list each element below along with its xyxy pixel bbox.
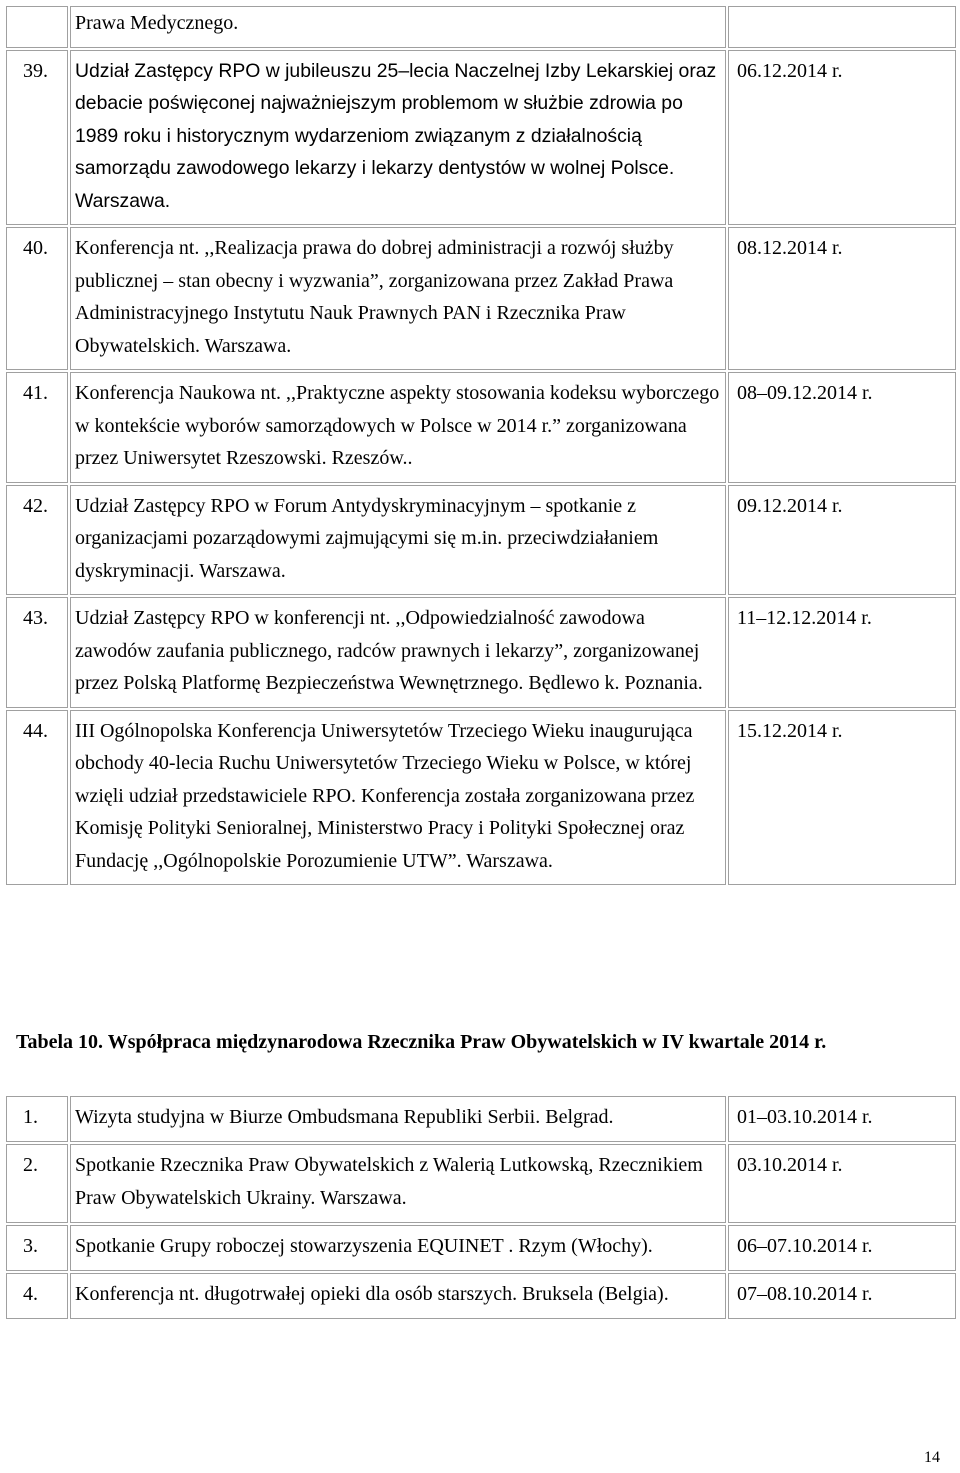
table-caption: Tabela 10. Współpraca międzynarodowa Rzecznika Praw Obywatelskich w IV kwartale 2014 r. — [16, 1031, 827, 1053]
row-number — [6, 6, 68, 48]
row-number: 2. — [6, 1144, 68, 1223]
description-text: Konferencja Naukowa nt. ,,Praktyczne aspekty stosowania kodeksu wyborczego w kontekście wyborów samorządowych w Polsce w 2014 r.” zorganizowana przez Uniwersytet Rzeszowski. Rzeszów.. — [75, 382, 720, 469]
row-date: 15.12.2014 r. — [728, 710, 956, 886]
row-number: 40. — [6, 227, 68, 370]
row-number: 1. — [6, 1096, 68, 1142]
table-row — [6, 1225, 956, 1271]
row-description — [70, 485, 726, 596]
table-row — [6, 1144, 956, 1223]
page-number: 14 — [924, 1449, 940, 1466]
row-description — [70, 50, 726, 226]
events-table-body — [6, 6, 956, 885]
description-text: Udział Zastępcy RPO w konferencji nt. ,,Odpowiedzialność zawodowa zawodów zaufania publicznego, radców prawnych i lekarzy”, zorganizowanej przez Polską Platformę Bezpieczeństwa Wewnętrznego. Będlewo k. Poznania. — [75, 607, 703, 694]
row-description: Spotkanie Rzecznika Praw Obywatelskich z Walerią Lutkowską, Rzecznikiem Praw Obywatelskich Ukrainy. Warszawa. — [70, 1144, 726, 1223]
table-row — [6, 372, 956, 483]
events-table — [4, 4, 958, 887]
row-date: 03.10.2014 r. — [728, 1144, 956, 1223]
table-row — [6, 6, 956, 48]
table-row — [6, 227, 956, 370]
row-description: Konferencja nt. długotrwałej opieki dla osób starszych. Bruksela (Belgia). — [70, 1273, 726, 1319]
table-row — [6, 485, 956, 596]
row-description — [70, 597, 726, 708]
row-date: 08.12.2014 r. — [728, 227, 956, 370]
description-text: III Ogólnopolska Konferencja Uniwersytetów Trzeciego Wieku inaugurująca obchody 40-lecia Ruchu Uniwersytetów Trzeciego Wieku w Polsce, w której wzięli udział przedstawiciele RPO. Konferencja została zorganizowana przez Komisję Polityki Senioralnej, Ministerstwo Pracy i Polityki Społecznej oraz Fundację ,,Ogólnopolskie Porozumienie UTW”. Warszawa. — [75, 719, 695, 872]
row-date: 08–09.12.2014 r. — [728, 372, 956, 483]
row-date: 06.12.2014 r. — [728, 50, 956, 226]
table-row — [6, 50, 956, 226]
description-text: Konferencja nt. ,,Realizacja prawa do dobrej administracji a rozwój służby publicznej – stan obecny i wyzwania”, zorganizowana przez Zakład Prawa Administracyjnego Instytutu Nauk Prawnych PAN i Rzecznika Praw Obywatelskich. Warszawa. — [75, 237, 674, 357]
row-date — [728, 6, 956, 48]
row-date: 07–08.10.2014 r. — [728, 1273, 956, 1319]
row-description: Spotkanie Grupy roboczej stowarzyszenia EQUINET . Rzym (Włochy). — [70, 1225, 726, 1271]
row-number: 43. — [6, 597, 68, 708]
row-date: 09.12.2014 r. — [728, 485, 956, 596]
international-cooperation-table — [4, 1094, 958, 1321]
description-text: Prawa Medycznego. — [75, 12, 239, 34]
row-description — [70, 710, 726, 886]
row-number: 39. — [6, 50, 68, 226]
description-text: Udział Zastępcy RPO w jubileuszu 25–lecia Naczelnej Izby Lekarskiej oraz debacie poświęconej najważniejszym problemom w służbie zdrowia po 1989 roku i historycznym wydarzeniom związanym z działalnością samorządu zawodowego lekarzy i lekarzy dentystów w wolnej Polsce. Warszawa. — [75, 59, 717, 212]
description-text: Udział Zastępcy RPO w Forum Antydyskryminacyjnym – spotkanie z organizacjami pozarządowymi zajmującymi się m.in. przeciwdziałaniem dyskryminacji. Warszawa. — [75, 494, 659, 582]
row-date: 11–12.12.2014 r. — [728, 597, 956, 708]
row-number: 4. — [6, 1273, 68, 1319]
row-description: Wizyta studyjna w Biurze Ombudsmana Republiki Serbii. Belgrad. — [70, 1096, 726, 1142]
table-row — [6, 597, 956, 708]
international-table-body — [6, 1096, 956, 1319]
row-description — [70, 6, 726, 48]
row-description — [70, 227, 726, 370]
table-row — [6, 1096, 956, 1142]
table-row — [6, 710, 956, 886]
table-row — [6, 1273, 956, 1319]
row-number: 42. — [6, 485, 68, 596]
row-date: 01–03.10.2014 r. — [728, 1096, 956, 1142]
row-number: 44. — [6, 710, 68, 886]
row-description — [70, 372, 726, 483]
row-number: 41. — [6, 372, 68, 483]
row-date: 06–07.10.2014 r. — [728, 1225, 956, 1271]
row-number: 3. — [6, 1225, 68, 1271]
